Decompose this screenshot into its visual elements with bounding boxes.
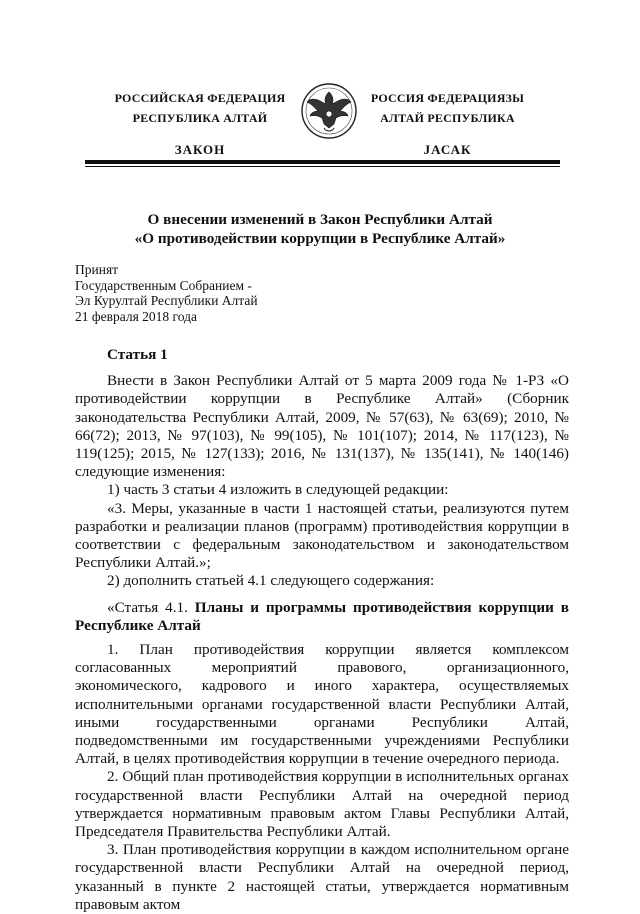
new-article-heading xyxy=(75,599,569,635)
new-article-prefix: «Статья 4.1. xyxy=(107,598,195,616)
amendment-item-1: 1) часть 3 статьи 4 изложить в следующей редакции: xyxy=(107,481,449,499)
document-title xyxy=(80,210,560,248)
article-heading: Статья 1 xyxy=(107,346,168,363)
amendment-item-2: 2) дополнить статьей 4.1 следующего содержания: xyxy=(107,572,435,590)
header-right-country: РОССИЯ ФЕДЕРАЦИЯЗЫ xyxy=(370,91,525,105)
new-article-paragraph-1: 1. План противодействия коррупции является комплексом согласованных мероприятий правового, организационного, экономического, кадрового и иного характера, осуществляемых исполнительными органами государственной власти Республики Алтай, иными государственными органами Республики Алтай, подведомственными им государственными учреждениями Республики Алтай, в целях противодействия коррупции в течение очередного периода. xyxy=(75,641,569,768)
title-line-2: «О противодействии коррупции в Республике Алтай» xyxy=(134,230,506,247)
adoption-line-1: Принят xyxy=(75,262,119,277)
header-right-republic: АЛТАЙ РЕСПУБЛИКА xyxy=(380,111,515,125)
title-line-1: О внесении изменений в Закон Республики Алтай xyxy=(147,211,493,228)
header-divider-thick xyxy=(85,160,560,164)
header-left-republic: РЕСПУБЛИКА АЛТАЙ xyxy=(132,111,268,125)
adoption-date: 21 февраля 2018 года xyxy=(75,308,197,324)
header-divider-thin xyxy=(85,166,560,167)
adoption-line-2: Государственным Собранием - xyxy=(75,277,252,293)
new-article-paragraph-3: 3. План противодействия коррупции в каждом исполнительном органе государственной власти Республики Алтай на очередной период, указанный в пункте 2 настоящей статьи, утверждается нормативным правовым актом xyxy=(75,841,569,913)
header-right-block xyxy=(345,88,550,160)
new-article-title: Планы и программы противодействия коррупции в Республике Алтай xyxy=(75,598,569,634)
header-left-block xyxy=(100,88,300,160)
header-left-law: ЗАКОН xyxy=(174,142,226,157)
adoption-note xyxy=(75,262,258,324)
header-left-country: РОССИЙСКАЯ ФЕДЕРАЦИЯ xyxy=(114,91,286,105)
article-intro: Внести в Закон Республики Алтай от 5 марта 2009 года № 1-РЗ «О противодействии коррупции в Республике Алтай» (Сборник законодательства Республики Алтай, 2009, № 57(63), № 63(69); 2010, № 66(72); 2013, № 97(103), № 99(105), № 101(107); 2014, № 117(123), № 119(125); 2015, № 127(133); 2016, № 131(137), № 135(141), № 140(146) следующие изменения: xyxy=(75,372,569,481)
new-article-paragraph-2: 2. Общий план противодействия коррупции в исполнительных органах государственной власти Республики Алтай на очередной период утверждается нормативным правовым актом Главы Республики Алтай, Председателя Правительства Республики Алтай. xyxy=(75,768,569,841)
amendment-quote-1: «3. Меры, указанные в части 1 настоящей статьи, реализуются путем разработки и реализации планов (программ) противодействия коррупции в соответствии с федеральным законодательством и законодательством Республики Алтай.»; xyxy=(75,499,569,572)
header-right-law: JАСАК xyxy=(423,142,472,157)
article-body xyxy=(75,346,569,914)
adoption-line-3: Эл Курултай Республики Алтай xyxy=(75,293,258,308)
